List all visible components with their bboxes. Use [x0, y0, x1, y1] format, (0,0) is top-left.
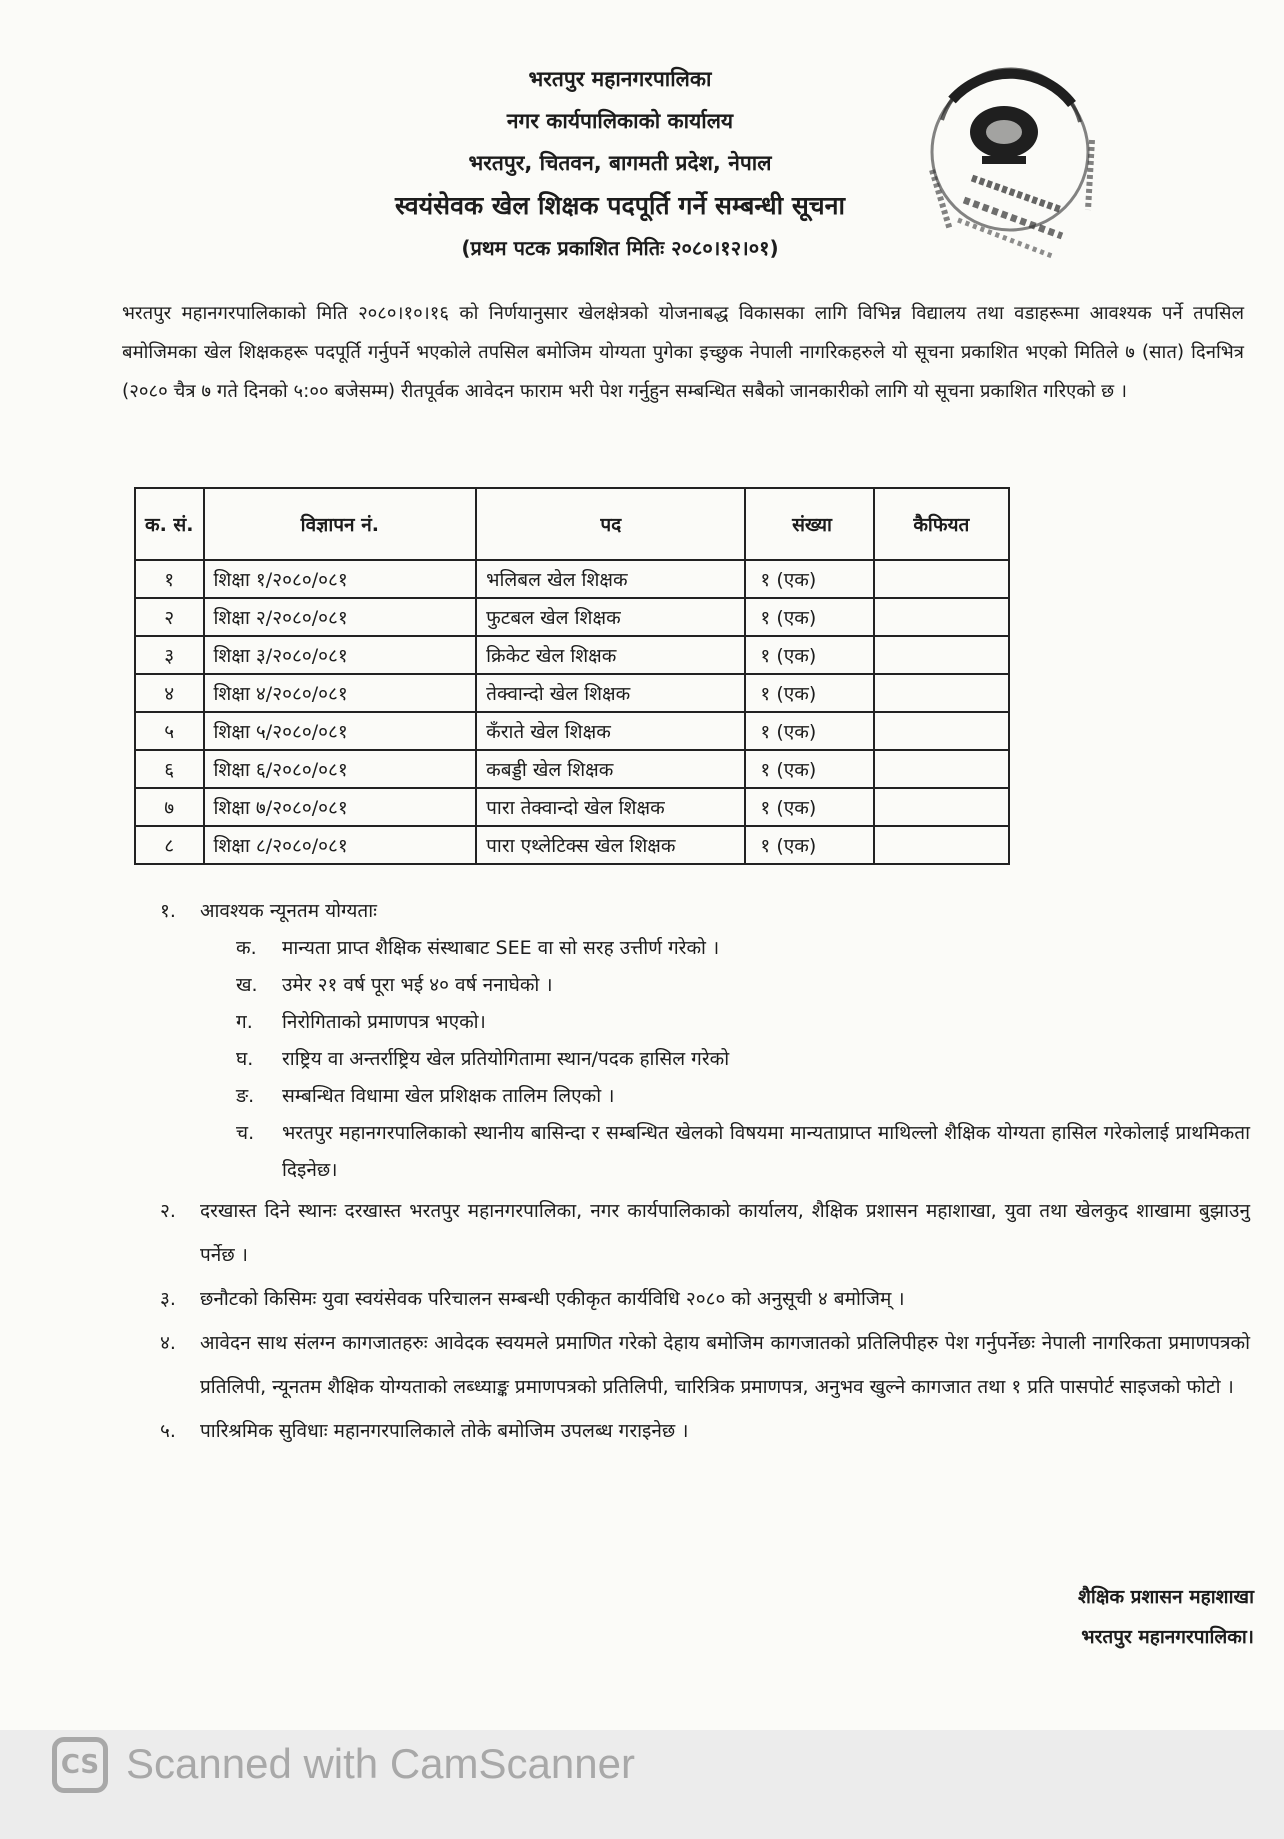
cell-remarks	[874, 636, 1009, 674]
cell-count: १ (एक)	[745, 712, 873, 750]
qualification-text: मान्यता प्राप्त शैक्षिक संस्थाबाट SEE वा सो सरह उत्तीर्ण गरेको ।	[282, 937, 720, 959]
cell-post: कँराते खेल शिक्षक	[476, 712, 745, 750]
col-header-remarks: कैफियत	[874, 488, 1009, 560]
cell-advertisement: शिक्षा १/२०८०/०८१	[204, 560, 477, 598]
cell-post: कबड्डी खेल शिक्षक	[476, 750, 745, 788]
cell-advertisement: शिक्षा ७/२०८०/०८१	[204, 788, 477, 826]
cell-advertisement: शिक्षा ४/२०८०/०८१	[204, 674, 477, 712]
cell-remarks	[874, 712, 1009, 750]
requirement-4	[160, 1321, 1250, 1409]
letterhead	[300, 58, 940, 268]
table-row	[135, 826, 1009, 864]
qualification-letter: क.	[236, 937, 257, 959]
qualification-item	[236, 930, 1250, 967]
qualification-text: भरतपुर महानगरपालिकाको स्थानीय बासिन्दा र सम्बन्धित खेलको विषयमा मान्यताप्राप्त माथिल्लो शैक्षिक योग्यता हासिल गरेकोलाई प्राथमिकता दिइनेछ।	[282, 1122, 1250, 1181]
cell-count: १ (एक)	[745, 788, 873, 826]
cell-sn: ६	[135, 750, 204, 788]
requirement-text: छनौटको किसिमः युवा स्वयंसेवक परिचालन सम्बन्धी एकीकृत कार्यविधि २०८० को अनुसूची ४ बमोजिम् ।	[200, 1288, 905, 1310]
requirement-3	[160, 1277, 1250, 1321]
requirement-heading: आवश्यक न्यूनतम योग्यताः	[200, 900, 377, 922]
qualification-item	[236, 1115, 1250, 1189]
notice-title: स्वयंसेवक खेल शिक्षक पदपूर्ति गर्ने सम्बन्धी सूचना	[395, 191, 845, 220]
qualification-item	[236, 1041, 1250, 1078]
cell-count: १ (एक)	[745, 636, 873, 674]
office-name: नगर कार्यपालिकाको कार्यालय	[506, 109, 734, 133]
requirement-2	[160, 1189, 1250, 1277]
qualification-text: राष्ट्रिय वा अन्तर्राष्ट्रिय खेल प्रतियोगितामा स्थान/पदक हासिल गरेको	[282, 1048, 730, 1070]
table-row	[135, 560, 1009, 598]
cell-advertisement: शिक्षा ३/२०८०/०८१	[204, 636, 477, 674]
cell-sn: ३	[135, 636, 204, 674]
requirements-list	[160, 893, 1250, 1453]
qualification-letter: ङ.	[236, 1085, 255, 1107]
requirement-number: ५.	[160, 1420, 176, 1442]
qualification-letter: घ.	[236, 1048, 254, 1070]
table-header-row	[135, 488, 1009, 560]
qualification-letter: ख.	[236, 974, 258, 996]
col-header-sn: क. सं.	[135, 488, 204, 560]
municipal-seal-stamp-icon	[912, 60, 1112, 270]
qualification-text: सम्बन्धित विधामा खेल प्रशिक्षक तालिम लिएको ।	[282, 1085, 615, 1107]
qualification-letter: ग.	[236, 1011, 253, 1033]
cell-remarks	[874, 788, 1009, 826]
col-header-count: संख्या	[745, 488, 873, 560]
cell-sn: ५	[135, 712, 204, 750]
cell-post: पारा एथ्लेटिक्स खेल शिक्षक	[476, 826, 745, 864]
cell-post: क्रिकेट खेल शिक्षक	[476, 636, 745, 674]
cell-advertisement: शिक्षा ८/२०८०/०८१	[204, 826, 477, 864]
requirement-number: १.	[160, 900, 176, 922]
table-row	[135, 712, 1009, 750]
cell-remarks	[874, 674, 1009, 712]
cell-remarks	[874, 750, 1009, 788]
cell-count: १ (एक)	[745, 826, 873, 864]
cell-remarks	[874, 560, 1009, 598]
col-header-post: पद	[476, 488, 745, 560]
cell-post: तेक्वान्दो खेल शिक्षक	[476, 674, 745, 712]
cell-sn: २	[135, 598, 204, 636]
cell-count: १ (एक)	[745, 598, 873, 636]
qualification-item	[236, 967, 1250, 1004]
requirement-text: दरखास्त दिने स्थानः दरखास्त भरतपुर महानगरपालिका, नगर कार्यपालिकाको कार्यालय, शैक्षिक प्रशासन महाशाखा, युवा तथा खेलकुद शाखामा बुझाउनु पर्नेछ ।	[200, 1200, 1250, 1266]
office-address: भरतपुर, चितवन, बागमती प्रदेश, नेपाल	[468, 151, 772, 175]
requirement-1	[160, 893, 1250, 930]
cell-post: फुटबल खेल शिक्षक	[476, 598, 745, 636]
qualification-text: उमेर २१ वर्ष पूरा भई ४० वर्ष ननाघेको ।	[282, 974, 553, 996]
table-row	[135, 674, 1009, 712]
col-header-advertisement: विज्ञापन नं.	[204, 488, 477, 560]
requirement-number: ४.	[160, 1332, 176, 1354]
cell-sn: ८	[135, 826, 204, 864]
cell-post: पारा तेक्वान्दो खेल शिक्षक	[476, 788, 745, 826]
qualification-letter: च.	[236, 1122, 255, 1144]
table-row	[135, 750, 1009, 788]
cell-sn: १	[135, 560, 204, 598]
requirement-5	[160, 1409, 1250, 1453]
signature-department: शैक्षिक प्रशासन महाशाखा	[1077, 1586, 1254, 1608]
requirement-number: २.	[160, 1200, 176, 1222]
requirement-text: आवेदन साथ संलग्न कागजातहरुः आवेदक स्वयमले प्रमाणित गरेको देहाय बमोजिम कागजातको प्रतिलिपीहरु पेश गर्नुपर्नेछः नेपाली नागरिकता प्रमाणपत्रको प्रतिलिपी, न्यूनतम शैक्षिक योग्यताको लब्ध्याङ्क प्रमाणपत्रको प्रतिलिपी, चारित्रिक प्रमाणपत्र, अनुभव खुल्ने कागजात तथा १ प्रति पासपोर्ट साइजको फोटो ।	[200, 1332, 1250, 1398]
cell-advertisement: शिक्षा ६/२०८०/०८१	[204, 750, 477, 788]
posts-table	[134, 487, 1010, 865]
cell-count: १ (एक)	[745, 750, 873, 788]
intro-paragraph: भरतपुर महानगरपालिकाको मिति २०८०।१०।१६ को निर्णयानुसार खेलक्षेत्रको योजनाबद्ध विकासका लागि विभिन्न विद्यालय तथा वडाहरूमा आवश्यक पर्ने तपसिल बमोजिमका खेल शिक्षकहरू पदपूर्ति गर्नुपर्ने भएकोले तपसिल बमोजिम योग्यता पुगेका इच्छुक नेपाली नागरिकहरुले यो सूचना प्रकाशित भएको मितिले ७ (सात) दिनभित्र (२०८० चैत्र ७ गते दिनको ५:०० बजेसम्म) रीतपूर्वक आवेदन फाराम भरी पेश गर्नुहुन सम्बन्धित सबैको जानकारीको लागि यो सूचना प्रकाशित गरिएको छ ।	[122, 303, 1244, 402]
publish-date: (प्रथम पटक प्रकाशित मितिः २०८०।१२।०१)	[461, 236, 779, 260]
cell-advertisement: शिक्षा २/२०८०/०८१	[204, 598, 477, 636]
requirement-number: ३.	[160, 1288, 176, 1310]
cell-sn: ४	[135, 674, 204, 712]
cell-post: भलिबल खेल शिक्षक	[476, 560, 745, 598]
qualification-item	[236, 1078, 1250, 1115]
scanner-watermark-text: Scanned with CamScanner	[126, 1740, 635, 1787]
cell-remarks	[874, 598, 1009, 636]
cell-count: १ (एक)	[745, 674, 873, 712]
table-row	[135, 788, 1009, 826]
cell-remarks	[874, 826, 1009, 864]
cell-sn: ७	[135, 788, 204, 826]
table-row	[135, 598, 1009, 636]
qualification-item	[236, 1004, 1250, 1041]
table-row	[135, 636, 1009, 674]
camscanner-logo-icon: CS	[52, 1737, 108, 1793]
requirement-text: पारिश्रमिक सुविधाः महानगरपालिकाले तोके बमोजिम उपलब्ध गराइनेछ ।	[200, 1420, 689, 1442]
qualification-text: निरोगिताको प्रमाणपत्र भएको।	[282, 1011, 486, 1033]
cell-advertisement: शिक्षा ५/२०८०/०८१	[204, 712, 477, 750]
municipality-name: भरतपुर महानगरपालिका	[528, 67, 712, 91]
signature-organization: भरतपुर महानगरपालिका।	[1081, 1626, 1254, 1648]
cell-count: १ (एक)	[745, 560, 873, 598]
